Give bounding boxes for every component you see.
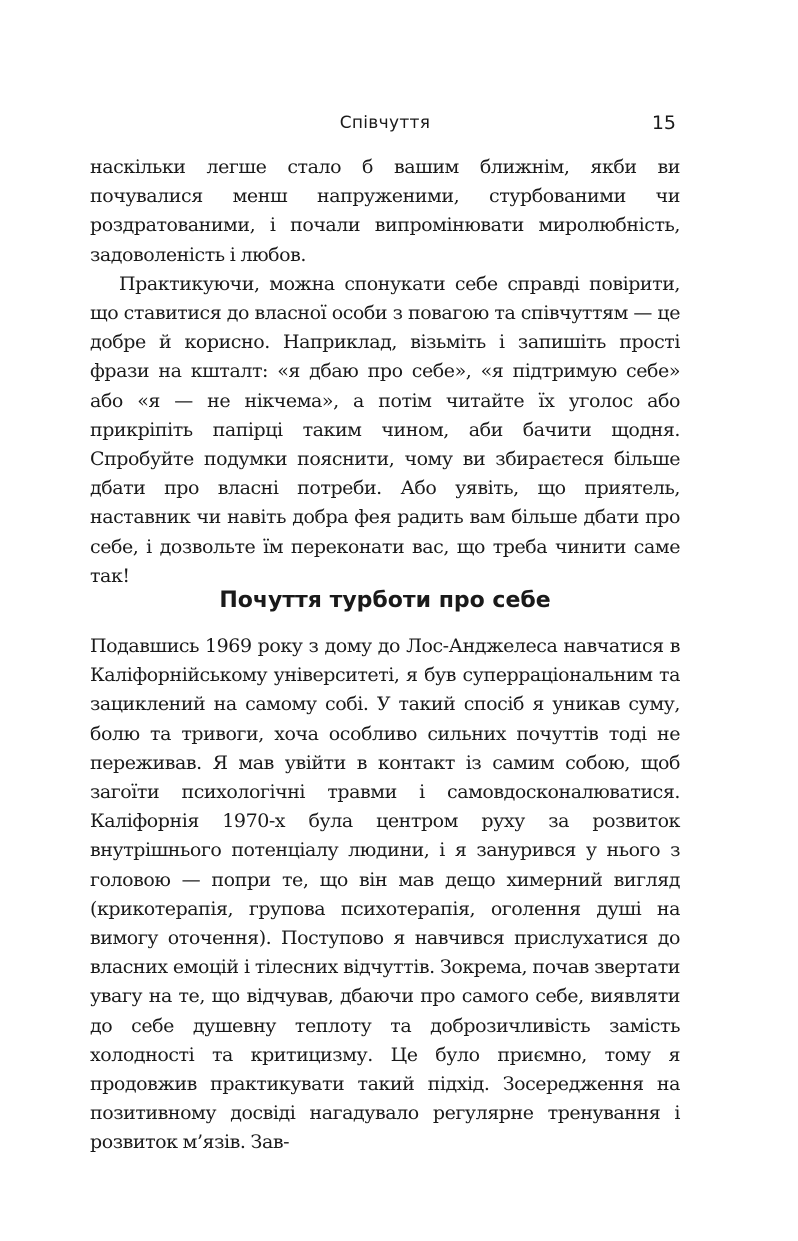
chapter-title: Співчуття: [339, 113, 431, 133]
paragraph: Подавшись 1969 року з дому до Лос-Анджелеса навчатися в Каліфорнійському університеті, я був суперраціональним та зациклений на самому собі. У такий спосіб я уникав суму, болю та тривоги, хоча особливо сильних почуттів тоді не переживав. Я мав увійти в контакт із самим собою, щоб загоїти психологічні травми і самовдосконалюватися. Каліфорнія 1970-х була центром руху за розвиток внутрішнього потенціалу людини, і я занурився у нього з головою — попри те, що він мав дещо химерний вигляд (крикотерапія, групова психотерапія, оголення душі на вимогу оточення). Поступово я навчився прислухатися до власних емоцій і тілесних відчуттів. Зокрема, почав звертати увагу на те, що відчував, дбаючи про самого себе, виявляти до себе душевну теплоту та доброзичливість замість холодності та критицизму. Це було приємно, тому я продовжив практикувати такий підхід. Зосередження на позитивному досвіді нагадувало регулярне тренування і розвиток м’язів. Зав-: [90, 635, 680, 1154]
section-heading: Почуття турботи про себе: [219, 588, 551, 613]
body-text-bottom: [90, 632, 680, 1158]
paragraph: наскільки легше стало б вашим ближнім, якби ви почувалися менш напруженими, стурбованими чи роздратованими, і почали випромінювати миролюбність, задоволеність і любов.: [90, 156, 680, 266]
running-header: [90, 111, 680, 137]
body-text-top: [90, 153, 680, 591]
page-number: 15: [651, 112, 676, 134]
paragraph: Практикуючи, можна спонукати себе справді повірити, що ставитися до власної особи з повагою та співчуттям — це добре й корисно. Наприклад, візьміть і запишіть прості фрази на кшталт: «я дбаю про себе», «я підтримую себе» або «я — не нікчема», а потім читайте їх уголос або прикріпіть папірці таким чином, аби бачити щодня. Спробуйте подумки пояснити, чому ви збираєтеся більше дбати про власні потреби. Або уявіть, що приятель, наставник чи навіть добра фея радить вам більше дбати про себе, і дозвольте їм переконати вас, що треба чинити саме так!: [90, 272, 680, 587]
